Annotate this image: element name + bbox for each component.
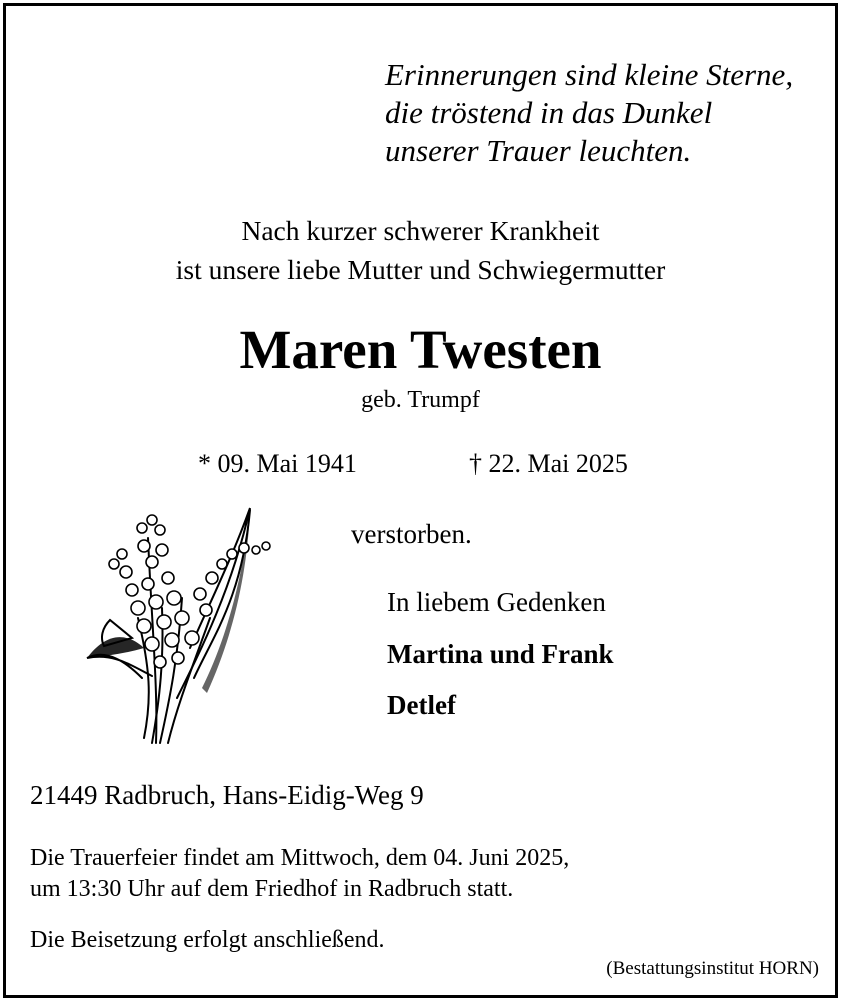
poem-line: die tröstend in das Dunkel — [385, 95, 713, 130]
birth-date: * 09. Mai 1941 — [198, 449, 357, 478]
ceremony-info — [30, 843, 569, 905]
death-date: † 22. Mai 2025 — [469, 449, 628, 478]
address: 21449 Radbruch, Hans-Eidig-Weg 9 — [30, 780, 424, 810]
intro-text — [0, 211, 841, 289]
deceased-name: Maren Twesten — [239, 319, 602, 380]
poem-line: unserer Trauer leuchten. — [385, 133, 692, 168]
mourners-heading: In liebem Gedenken — [387, 587, 606, 617]
ceremony-line: Die Trauerfeier findet am Mittwoch, dem 04. Juni 2025, — [30, 845, 570, 871]
memorial-poem — [385, 56, 793, 170]
burial-info: Die Beisetzung erfolgt anschließend. — [30, 927, 385, 953]
poem-line: Erinnerungen sind kleine Sterne, — [385, 57, 794, 92]
undertaker-credit: (Bestattungsinstitut HORN) — [606, 958, 819, 979]
birth-name: geb. Trumpf — [361, 387, 480, 413]
mourners-names: Martina und Frank — [387, 639, 614, 669]
intro-line: Nach kurzer schwerer Krankheit — [241, 215, 600, 246]
intro-line: ist unsere liebe Mutter und Schwiegermutter — [175, 254, 666, 285]
ceremony-line: um 13:30 Uhr auf dem Friedhof in Radbruch statt. — [30, 876, 514, 902]
verstorben-text: verstorben. — [351, 519, 472, 549]
lily-of-the-valley-bouquet-icon — [82, 498, 280, 748]
mourners-names: Detlef — [387, 690, 456, 720]
